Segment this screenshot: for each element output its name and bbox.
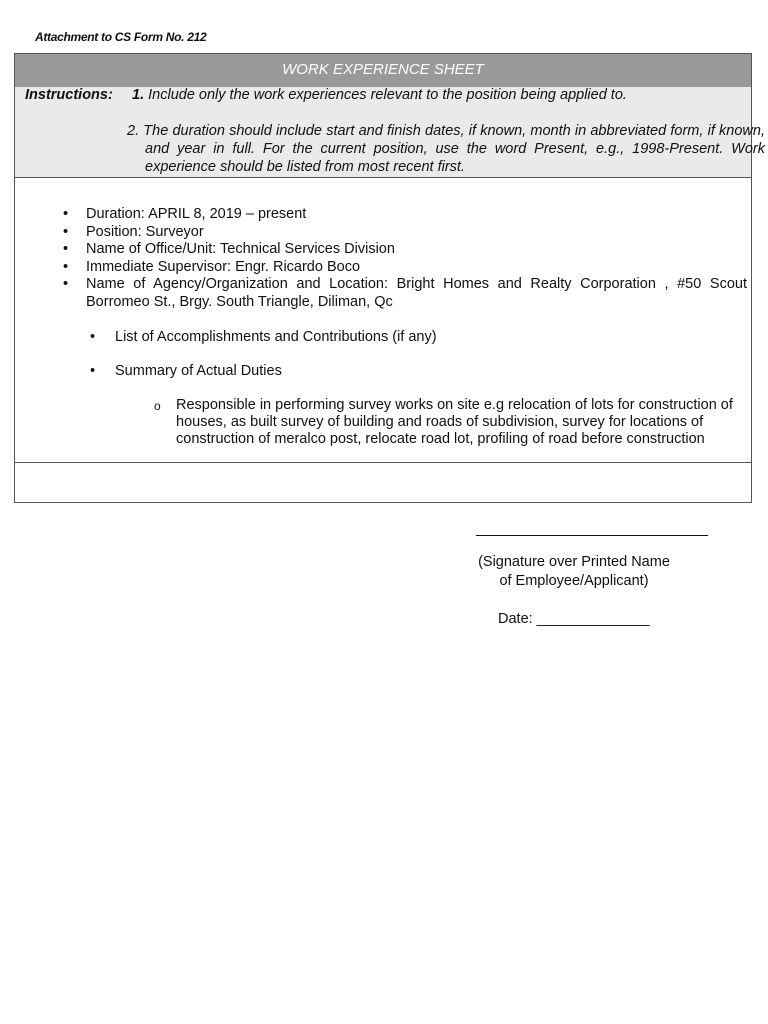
accomplishments-list <box>100 329 740 345</box>
duties-list <box>157 397 747 448</box>
signature-line <box>476 535 708 536</box>
summary-list <box>100 363 740 379</box>
signature-caption <box>470 553 678 591</box>
sheet-title: WORK EXPERIENCE SHEET <box>15 54 751 88</box>
date-field: Date: ______________ <box>498 611 650 627</box>
duty-item: o Responsible in performing survey works on site e.g relocation of lots for construction of houses, as built survey of building and roads of subdivision, survey for locations of construction of meralco post, relocate road lot, profiling of road before construction <box>157 397 747 448</box>
signature-caption-line1: (Signature over Printed Name <box>478 554 670 570</box>
signature-caption-line2: of Employee/Applicant) <box>499 573 649 589</box>
instruction-1 <box>132 87 627 103</box>
entry-details-list <box>75 206 747 311</box>
office-item: • Name of Office/Unit: Technical Services Division <box>75 241 747 259</box>
summary-item: • Summary of Actual Duties <box>100 363 740 379</box>
instructions-label: Instructions: <box>25 87 113 103</box>
instruction-1-number: 1. <box>132 87 145 103</box>
agency-item: • Name of Agency/Organization and Location: Bright Homes and Realty Corporation , #50 Scout Borromeo St., Brgy. South Triangle, Diliman, Qc <box>75 276 747 311</box>
accomplishments-item: • List of Accomplishments and Contributions (if any) <box>100 329 740 345</box>
experience-entry <box>15 178 751 463</box>
work-experience-sheet <box>14 53 765 503</box>
supervisor-item: • Immediate Supervisor: Engr. Ricardo Boco <box>75 259 747 277</box>
position-item: • Position: Surveyor <box>75 224 747 242</box>
attachment-label: Attachment to CS Form No. 212 <box>35 30 207 44</box>
instruction-2: 2. The duration should include start and finish dates, if known, month in abbreviated form, if known, and year in full. For the current position, use the word Present, e.g., 1998-Present. Work experience should be listed from most recent first. <box>127 123 765 175</box>
instructions-section <box>15 87 765 178</box>
instruction-1-text: Include only the work experiences relevant to the position being applied to. <box>148 87 627 103</box>
duration-item: • Duration: APRIL 8, 2019 – present <box>75 206 747 224</box>
